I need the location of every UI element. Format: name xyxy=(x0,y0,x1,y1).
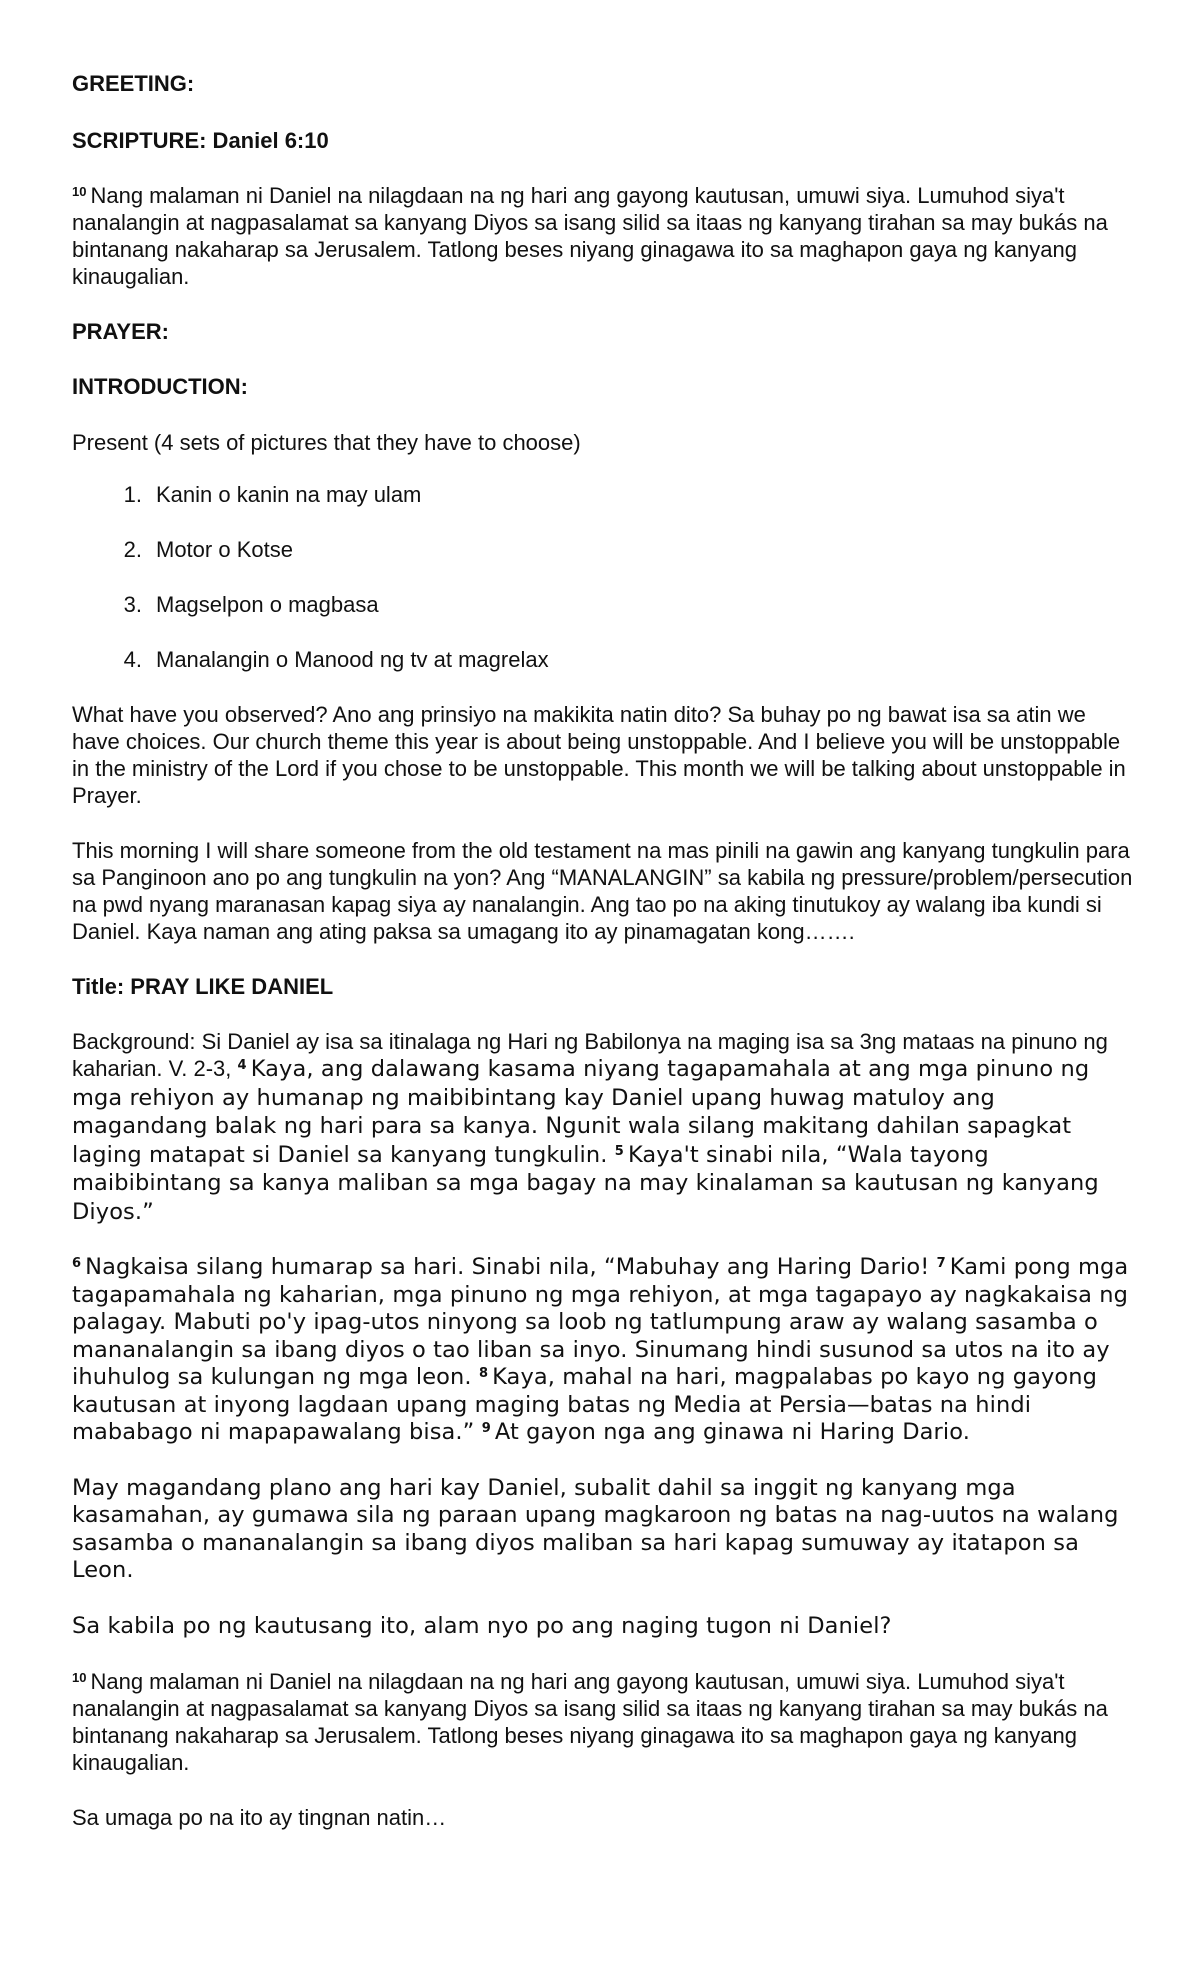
background-intro: Background: Si Daniel ay isa sa itinalaga ng Hari ng Babilonya na maging isa sa 3ng mataas na pinuno ng kaharian. V. 2-3, xyxy=(72,1029,1108,1081)
verse-number: 9 xyxy=(481,1421,491,1436)
sermon-title: Title: PRAY LIKE DANIEL xyxy=(72,974,334,999)
list-item xyxy=(72,646,1136,673)
scripture-heading: SCRIPTURE: Daniel 6:10 xyxy=(72,128,329,153)
verse-5-text: Kaya't sinabi nila, “Wala tayong maibibintang sa kanya maliban sa mga bagay na may kinalaman sa kautusan ng kanyang Diyos.” xyxy=(72,1141,1099,1225)
verse-number: 7 xyxy=(936,1256,946,1271)
prayer-heading: PRAYER: xyxy=(72,319,169,344)
repeat-scripture-passage xyxy=(72,1668,1136,1776)
list-item-number: 2. xyxy=(123,537,142,562)
verse-number: 6 xyxy=(72,1256,82,1271)
list-item-number: 1. xyxy=(123,482,142,507)
verse-8-text: Kaya, mahal na hari, magpalabas po kayo ng gayong kautusan at inyong lagdaan upang maging batas ng Media at Persia—batas na hindi mababago ni mapapawalang bisa.” xyxy=(72,1364,1098,1445)
paragraph-morning: This morning I will share someone from the old testament na mas pinili na gawin ang kanyang tungkulin para sa Panginoon ano po ang tungkulin na yon? Ang “MANALANGIN” sa kabila ng pressure/problem/persecution na pwd nyang maranasan kapag siya ay nanalangin. Ang tao po na aking tinutukoy ay walang iba kundi si Daniel. Kaya naman ang ating paksa sa umagang ito ay pinamagatan kong……. xyxy=(72,838,1133,944)
list-item-text: Motor o Kotse xyxy=(156,537,293,562)
verse-number: 8 xyxy=(478,1366,489,1381)
verse-number: 5 xyxy=(614,1143,624,1159)
verse-number: 4 xyxy=(237,1058,247,1073)
verse-6-text: Nagkaisa silang humarap sa hari. Sinabi nila, “Mabuhay ang Haring Dario! xyxy=(85,1254,930,1280)
repeat-scripture-text: Nang malaman ni Daniel na nilagdaan na ng hari ang gayong kautusan, umuwi siya. Lumuhod siya't nanalangin at nagpasalamat sa kanyang Diyos sa isang silid sa itaas ng kanyang tirahan sa may bukás na bintanang nakaharap sa Jerusalem. Tatlong beses niyang ginagawa ito sa maghapon gaya ng kanyang kinaugalian. xyxy=(72,1669,1108,1775)
list-item xyxy=(72,536,1136,563)
paragraph-plan: May magandang plano ang hari kay Daniel, subalit dahil sa inggit ng kanyang mga kasamahan, ay gumawa sila ng paraan upang magkaroon ng batas na nag-uutos na walang sasamba o mananalangin sa ibang diyos maliban sa hari kapag sumuway ay itatapon sa Leon. xyxy=(72,1474,1119,1583)
choices-list xyxy=(72,481,1136,673)
verse-number: 10 xyxy=(72,1670,87,1685)
list-item-number: 3. xyxy=(123,592,142,617)
background-verses xyxy=(72,1056,1099,1225)
list-item-text: Manalangin o Manood ng tv at magrelax xyxy=(156,647,549,672)
document-body xyxy=(72,70,1136,1831)
list-item-text: Kanin o kanin na may ulam xyxy=(156,482,422,507)
list-item xyxy=(72,481,1136,508)
scripture-text: Nang malaman ni Daniel na nilagdaan na ng hari ang gayong kautusan, umuwi siya. Lumuhod siya't nanalangin at nagpasalamat sa kanyang Diyos sa isang silid sa itaas ng kanyang tirahan sa may bukás na bintanang nakaharap sa Jerusalem. Tatlong beses niyang ginagawa ito sa maghapon gaya ng kanyang kinaugalian. xyxy=(72,183,1108,289)
list-item-number: 4. xyxy=(123,647,142,672)
paragraph-question: Sa kabila po ng kautusang ito, alam nyo po ang naging tugon ni Daniel? xyxy=(72,1612,892,1639)
paragraph-observed: What have you observed? Ano ang prinsiyo na makikita natin dito? Sa buhay po ng bawat isa sa atin we have choices. Our church theme this year is about being unstoppable. And I believe you will be unstoppable in the ministry of the Lord if you chose to be unstoppable. This month we will be talking about unstoppable in Prayer. xyxy=(72,702,1126,808)
present-text: Present (4 sets of pictures that they have to choose) xyxy=(72,430,581,455)
verse-4-text: Kaya, ang dalawang kasama niyang tagapamahala at ang mga pinuno ng mga rehiyon ay humanap ng maibibintang kay Daniel upang huwag matuloy ang magandang balak ng hari para sa kanya. Ngunit wala silang makitang dahilan sapagkat laging matapat si Daniel sa kanyang tungkulin. xyxy=(72,1056,1090,1168)
introduction-heading: INTRODUCTION: xyxy=(72,374,248,399)
verse-number: 10 xyxy=(72,184,87,199)
scripture-passage xyxy=(72,182,1136,290)
list-item xyxy=(72,591,1136,618)
closing-text: Sa umaga po na ito ay tingnan natin… xyxy=(72,1805,447,1830)
verse-7-text: Kami pong mga tagapamahala ng kaharian, mga pinuno ng mga rehiyon, at mga tagapayo ay nagkakaisa ng palagay. Mabuti po'y ipag-utos ninyong sa loob ng tatlumpung araw ay walang sasamba o mananalangin sa ibang diyos o tao liban sa inyo. Sinumang hindi susunod sa utos na ito ay ihuhulog sa kulungan ng mga leon. xyxy=(72,1254,1129,1390)
verse-9-text: At gayon nga ang ginawa ni Haring Dario. xyxy=(494,1419,970,1445)
greeting-heading: GREETING: xyxy=(72,71,195,96)
verses-6-9-paragraph xyxy=(72,1254,1136,1447)
list-item-text: Magselpon o magbasa xyxy=(156,592,379,617)
background-paragraph xyxy=(72,1028,1136,1226)
